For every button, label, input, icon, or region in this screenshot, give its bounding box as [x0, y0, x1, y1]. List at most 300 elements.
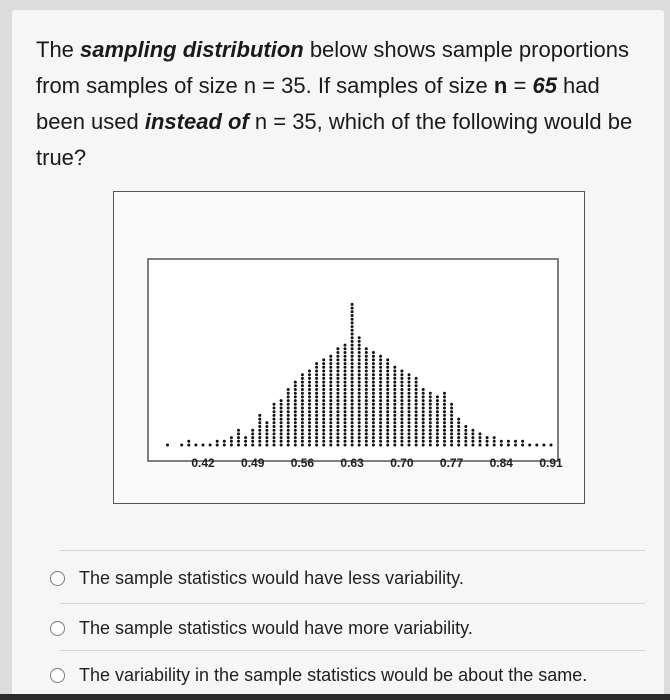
- data-dot: [393, 407, 396, 410]
- data-dot: [464, 429, 467, 432]
- data-dot: [329, 436, 332, 439]
- data-dot: [336, 414, 339, 417]
- data-dot: [443, 395, 446, 398]
- data-dot: [436, 395, 439, 398]
- data-dot: [450, 407, 453, 410]
- data-dot: [351, 395, 354, 398]
- data-dot: [422, 388, 425, 391]
- data-dot: [315, 399, 318, 402]
- data-dot: [265, 429, 268, 432]
- data-dot: [287, 425, 290, 428]
- data-dot: [322, 370, 325, 373]
- data-dot: [329, 414, 332, 417]
- data-dot: [464, 432, 467, 435]
- data-dot: [450, 410, 453, 413]
- data-dot: [393, 370, 396, 373]
- data-dot: [443, 421, 446, 424]
- data-dot: [400, 436, 403, 439]
- data-dot: [344, 410, 347, 413]
- data-dot: [393, 418, 396, 421]
- data-dot: [457, 432, 460, 435]
- data-dot: [329, 432, 332, 435]
- data-dot: [223, 440, 226, 443]
- data-dot: [358, 340, 361, 343]
- data-dot: [273, 418, 276, 421]
- data-dot: [415, 429, 418, 432]
- data-dot: [315, 425, 318, 428]
- data-dot: [393, 388, 396, 391]
- data-dot: [237, 440, 240, 443]
- data-dot: [457, 440, 460, 443]
- data-dot: [450, 421, 453, 424]
- data-dot: [329, 392, 332, 395]
- data-dot: [308, 444, 311, 447]
- data-dot: [237, 444, 240, 447]
- data-dot: [202, 444, 205, 447]
- data-dot: [329, 410, 332, 413]
- data-dot: [365, 366, 368, 369]
- data-dot: [273, 407, 276, 410]
- option-same-variability[interactable]: [50, 660, 640, 690]
- data-dot: [358, 425, 361, 428]
- data-dot: [301, 395, 304, 398]
- data-dot: [315, 403, 318, 406]
- data-dot: [287, 429, 290, 432]
- data-dot: [308, 429, 311, 432]
- data-dot: [329, 362, 332, 365]
- data-dot: [429, 444, 432, 447]
- data-dot: [443, 425, 446, 428]
- data-dot: [514, 444, 517, 447]
- option-label: The sample statistics would have more variability.: [79, 617, 473, 638]
- data-dot: [436, 425, 439, 428]
- x-tick-label: 0.49: [241, 456, 265, 470]
- data-dot: [379, 370, 382, 373]
- data-dot: [429, 414, 432, 417]
- data-dot: [393, 410, 396, 413]
- data-dot: [287, 414, 290, 417]
- data-dot: [386, 384, 389, 387]
- data-dot: [408, 392, 411, 395]
- data-dot: [301, 425, 304, 428]
- data-dot: [400, 421, 403, 424]
- data-dot: [258, 429, 261, 432]
- data-dot: [329, 388, 332, 391]
- data-dot: [351, 425, 354, 428]
- data-dot: [273, 444, 276, 447]
- data-dot: [287, 399, 290, 402]
- data-dot: [322, 425, 325, 428]
- data-dot: [422, 403, 425, 406]
- data-dot: [294, 403, 297, 406]
- x-tick-label: 0.91: [539, 456, 563, 470]
- question-emphasis: 65: [532, 73, 557, 98]
- data-dot: [379, 410, 382, 413]
- data-dot: [251, 429, 254, 432]
- data-dot: [365, 436, 368, 439]
- data-dot: [372, 373, 375, 376]
- data-dot: [301, 432, 304, 435]
- data-dot: [280, 421, 283, 424]
- data-dot: [365, 377, 368, 380]
- data-dot: [372, 377, 375, 380]
- data-dot: [379, 355, 382, 358]
- data-dot: [322, 373, 325, 376]
- data-dot: [294, 414, 297, 417]
- x-tick-label: 0.56: [290, 456, 315, 470]
- data-dot: [408, 421, 411, 424]
- data-dot: [315, 410, 318, 413]
- data-dot: [344, 425, 347, 428]
- data-dot: [273, 440, 276, 443]
- data-dot: [351, 318, 354, 321]
- data-dot: [372, 407, 375, 410]
- data-dot: [358, 381, 361, 384]
- data-dot: [287, 395, 290, 398]
- data-dot: [287, 418, 290, 421]
- data-dot: [386, 432, 389, 435]
- data-dot: [329, 370, 332, 373]
- data-dot: [358, 407, 361, 410]
- data-dot: [486, 440, 489, 443]
- data-dot: [315, 377, 318, 380]
- data-dot: [514, 440, 517, 443]
- data-dot: [351, 303, 354, 306]
- data-dot: [351, 432, 354, 435]
- data-dot: [436, 418, 439, 421]
- data-dot: [322, 432, 325, 435]
- data-dot: [365, 421, 368, 424]
- data-dot: [471, 429, 474, 432]
- data-dot: [379, 407, 382, 410]
- data-dot: [322, 421, 325, 424]
- data-dot: [379, 377, 382, 380]
- data-dot: [358, 392, 361, 395]
- data-dot: [358, 403, 361, 406]
- data-dot: [379, 399, 382, 402]
- data-dot: [393, 381, 396, 384]
- data-dot: [379, 358, 382, 361]
- data-dot: [408, 377, 411, 380]
- data-dot: [351, 344, 354, 347]
- data-dot: [329, 421, 332, 424]
- data-dot: [372, 429, 375, 432]
- data-dot: [273, 410, 276, 413]
- data-dot: [194, 444, 197, 447]
- data-dot: [358, 358, 361, 361]
- data-dot: [322, 403, 325, 406]
- data-dot: [493, 440, 496, 443]
- data-dot: [408, 436, 411, 439]
- data-dot: [408, 432, 411, 435]
- data-dot: [308, 440, 311, 443]
- data-dot: [386, 436, 389, 439]
- data-dot: [415, 381, 418, 384]
- data-dot: [351, 358, 354, 361]
- data-dot: [308, 373, 311, 376]
- data-dot: [372, 358, 375, 361]
- data-dot: [386, 440, 389, 443]
- data-dot: [400, 388, 403, 391]
- data-dot: [365, 425, 368, 428]
- data-dot: [436, 440, 439, 443]
- radio-icon[interactable]: [50, 621, 65, 636]
- data-dot: [365, 362, 368, 365]
- data-dot: [273, 425, 276, 428]
- data-dot: [251, 440, 254, 443]
- data-dot: [351, 336, 354, 339]
- data-dot: [415, 425, 418, 428]
- data-dot: [464, 440, 467, 443]
- data-dot: [287, 403, 290, 406]
- data-dot: [365, 432, 368, 435]
- option-more-variability[interactable]: [50, 613, 640, 643]
- data-dot: [365, 355, 368, 358]
- data-dot: [351, 362, 354, 365]
- data-dot: [358, 366, 361, 369]
- data-dot: [479, 440, 482, 443]
- data-dot: [344, 403, 347, 406]
- data-dot: [507, 444, 510, 447]
- radio-icon[interactable]: [50, 668, 65, 683]
- data-dot: [386, 399, 389, 402]
- data-dot: [294, 399, 297, 402]
- data-dot: [379, 395, 382, 398]
- data-dot: [308, 436, 311, 439]
- data-dot: [287, 436, 290, 439]
- data-dot: [400, 429, 403, 432]
- data-dot: [365, 347, 368, 350]
- data-dot: [379, 421, 382, 424]
- data-dot: [301, 421, 304, 424]
- data-dot: [265, 444, 268, 447]
- data-dot: [429, 432, 432, 435]
- data-dot: [408, 444, 411, 447]
- data-dot: [386, 418, 389, 421]
- data-dot: [336, 388, 339, 391]
- data-dot: [393, 392, 396, 395]
- data-dot: [429, 395, 432, 398]
- screen-bottom-edge: [0, 694, 670, 700]
- data-dot: [351, 388, 354, 391]
- data-dot: [358, 440, 361, 443]
- data-dot: [400, 384, 403, 387]
- data-dot: [280, 410, 283, 413]
- data-dot: [265, 440, 268, 443]
- data-dot: [386, 392, 389, 395]
- data-dot: [379, 362, 382, 365]
- data-dot: [479, 432, 482, 435]
- data-dot: [336, 407, 339, 410]
- data-dot: [450, 432, 453, 435]
- data-dot: [287, 407, 290, 410]
- data-dot: [500, 440, 503, 443]
- data-dot: [308, 377, 311, 380]
- data-dot: [315, 366, 318, 369]
- data-dot: [223, 444, 226, 447]
- radio-icon[interactable]: [50, 571, 65, 586]
- data-dot: [322, 399, 325, 402]
- data-dot: [344, 399, 347, 402]
- data-dot: [322, 362, 325, 365]
- data-dot: [230, 444, 233, 447]
- data-dot: [507, 440, 510, 443]
- data-dot: [422, 421, 425, 424]
- data-dot: [351, 333, 354, 336]
- data-dot: [372, 381, 375, 384]
- data-dot: [365, 403, 368, 406]
- question-emphasis: n: [493, 73, 508, 98]
- data-dot: [379, 384, 382, 387]
- data-dot: [344, 347, 347, 350]
- data-dot: [372, 403, 375, 406]
- data-dot: [429, 440, 432, 443]
- data-dot: [379, 444, 382, 447]
- data-dot: [351, 436, 354, 439]
- data-dot: [365, 440, 368, 443]
- data-dot: [429, 436, 432, 439]
- data-dot: [358, 377, 361, 380]
- data-dot: [336, 381, 339, 384]
- data-dot: [294, 381, 297, 384]
- dotplot-chart: [114, 192, 586, 505]
- data-dot: [436, 444, 439, 447]
- data-dot: [315, 432, 318, 435]
- data-dot: [528, 444, 531, 447]
- data-dot: [386, 395, 389, 398]
- data-dot: [351, 314, 354, 317]
- data-dot: [351, 410, 354, 413]
- data-dot: [393, 436, 396, 439]
- data-dot: [379, 381, 382, 384]
- data-dot: [358, 351, 361, 354]
- data-dot: [400, 444, 403, 447]
- data-dot: [365, 358, 368, 361]
- data-dot: [294, 425, 297, 428]
- data-dot: [358, 344, 361, 347]
- data-dot: [379, 440, 382, 443]
- data-dot: [436, 410, 439, 413]
- data-dot: [329, 355, 332, 358]
- data-dot: [408, 399, 411, 402]
- data-dot: [443, 392, 446, 395]
- data-dot: [336, 384, 339, 387]
- data-dot: [294, 410, 297, 413]
- data-dot: [280, 399, 283, 402]
- data-dot: [251, 432, 254, 435]
- data-dot: [315, 436, 318, 439]
- data-dot: [358, 373, 361, 376]
- data-dot: [450, 436, 453, 439]
- data-dot: [344, 414, 347, 417]
- data-dot: [322, 381, 325, 384]
- data-dot: [308, 399, 311, 402]
- data-dot: [351, 421, 354, 424]
- data-dot: [336, 432, 339, 435]
- data-dot: [386, 407, 389, 410]
- question-part: =: [507, 73, 533, 98]
- data-dot: [358, 429, 361, 432]
- data-dot: [351, 444, 354, 447]
- data-dot: [301, 392, 304, 395]
- data-dot: [365, 410, 368, 413]
- data-dot: [265, 432, 268, 435]
- data-dot: [336, 358, 339, 361]
- data-dot: [329, 395, 332, 398]
- data-dot: [400, 403, 403, 406]
- question-part: n = 35, which of the following would be true?: [36, 109, 633, 170]
- option-divider: [60, 650, 645, 651]
- data-dot: [237, 432, 240, 435]
- data-dot: [358, 432, 361, 435]
- data-dot: [379, 436, 382, 439]
- data-dot: [344, 429, 347, 432]
- data-dot: [393, 425, 396, 428]
- data-dot: [365, 373, 368, 376]
- data-dot: [358, 347, 361, 350]
- data-dot: [166, 444, 169, 447]
- data-dot: [308, 425, 311, 428]
- data-dot: [457, 429, 460, 432]
- data-dot: [301, 377, 304, 380]
- data-dot: [372, 418, 375, 421]
- data-dot: [344, 377, 347, 380]
- data-dot: [315, 370, 318, 373]
- data-dot: [315, 429, 318, 432]
- data-dot: [479, 444, 482, 447]
- data-dot: [358, 444, 361, 447]
- data-dot: [258, 440, 261, 443]
- data-dot: [351, 414, 354, 417]
- data-dot: [365, 370, 368, 373]
- x-tick-label: 0.84: [489, 456, 513, 470]
- data-dot: [400, 399, 403, 402]
- data-dot: [408, 425, 411, 428]
- data-dot: [535, 444, 538, 447]
- data-dot: [258, 444, 261, 447]
- option-less-variability[interactable]: [50, 563, 640, 593]
- data-dot: [358, 388, 361, 391]
- data-dot: [386, 421, 389, 424]
- data-dot: [372, 432, 375, 435]
- data-dot: [379, 425, 382, 428]
- data-dot: [301, 440, 304, 443]
- data-dot: [336, 351, 339, 354]
- x-tick-label: 0.63: [340, 456, 364, 470]
- data-dot: [329, 425, 332, 428]
- data-dot: [308, 403, 311, 406]
- data-dot: [358, 399, 361, 402]
- question-part: had been used: [36, 73, 600, 134]
- data-dot: [358, 414, 361, 417]
- data-dot: [322, 414, 325, 417]
- data-dot: [244, 440, 247, 443]
- data-dot: [308, 381, 311, 384]
- data-dot: [372, 440, 375, 443]
- data-dot: [322, 410, 325, 413]
- data-dot: [336, 362, 339, 365]
- data-dot: [408, 403, 411, 406]
- data-dot: [187, 440, 190, 443]
- data-dot: [322, 366, 325, 369]
- data-dot: [358, 362, 361, 365]
- data-dot: [336, 395, 339, 398]
- question-emphasis: instead of: [144, 109, 249, 134]
- data-dot: [393, 440, 396, 443]
- data-dot: [301, 429, 304, 432]
- data-dot: [471, 440, 474, 443]
- data-dot: [329, 444, 332, 447]
